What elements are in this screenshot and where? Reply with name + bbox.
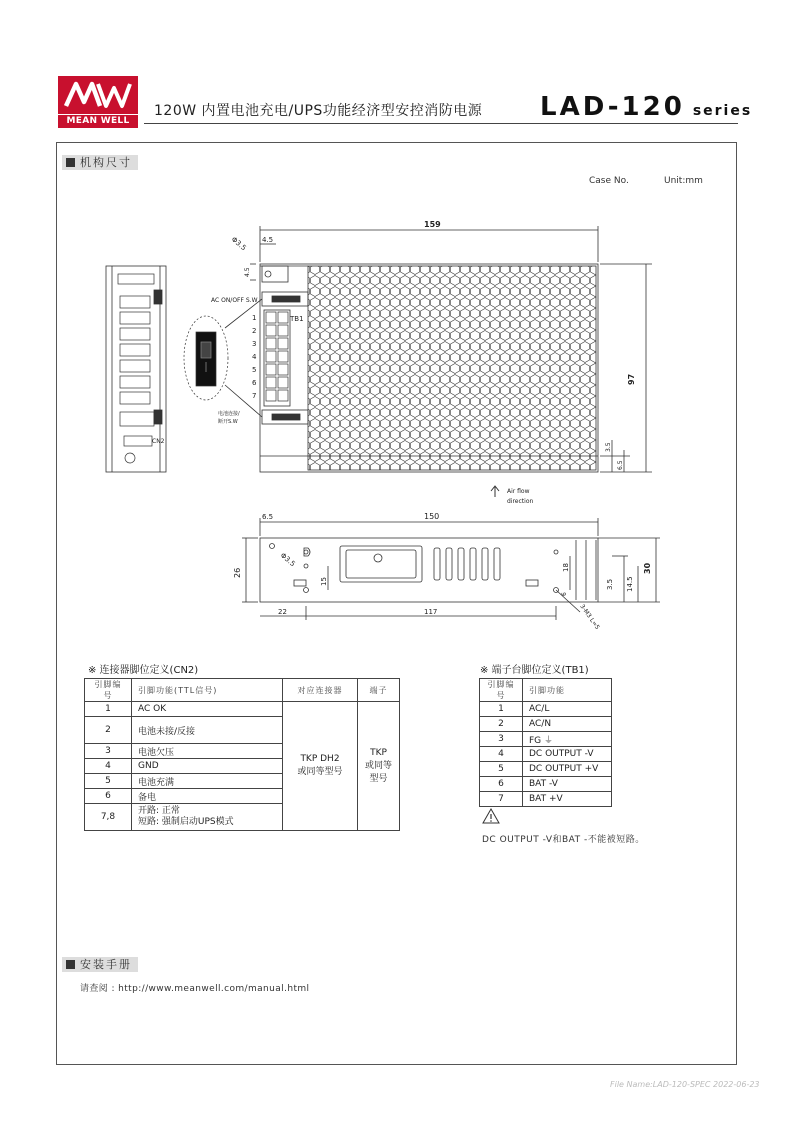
- battery-switch-label-2: 断开S.W: [218, 419, 238, 425]
- cn2-pin: 6: [85, 789, 132, 804]
- dim-top-hole-dia: Φ3.5: [229, 235, 248, 253]
- table-row: [480, 792, 612, 807]
- cn2-pin: 4: [85, 759, 132, 774]
- dim-bottom-18: 18: [562, 563, 570, 572]
- airflow-label-2: direction: [507, 498, 534, 505]
- dim-top-height: 97: [627, 373, 636, 385]
- dim-top-hole-offset-y: 4.5: [244, 267, 251, 277]
- tb1-func: AC/L: [523, 702, 612, 717]
- cn2-label: CN2: [152, 438, 165, 445]
- airflow-arrow-icon: [491, 486, 499, 497]
- cn2-func: 电池未接/反接: [132, 717, 283, 744]
- cn2-terminal-cell: [358, 702, 400, 831]
- cn2-terminal: TKP: [370, 747, 387, 758]
- cn2-header-terminal: 端子: [358, 679, 400, 702]
- tb1-func: DC OUTPUT +V: [523, 762, 612, 777]
- dim-bottom-22: 22: [278, 608, 287, 616]
- table-row: [85, 702, 400, 717]
- table-header-row: [85, 679, 400, 702]
- top-view: [225, 226, 652, 472]
- dim-bottom-30: 30: [643, 562, 652, 574]
- cn2-func: 电池欠压: [132, 744, 283, 759]
- dim-bottom-left-offset: 6.5: [262, 513, 274, 521]
- ac-switch-label: AC ON/OFF S.W: [211, 297, 258, 304]
- dim-top-hole-offset-x: 4.5: [262, 236, 274, 244]
- table-row: [480, 717, 612, 732]
- cn2-header-pin: 引脚编号: [85, 679, 132, 702]
- terminal-number-2: 2: [252, 327, 257, 335]
- product-title: 120W 内置电池充电/UPS功能经济型安控消防电源: [154, 103, 483, 119]
- cn2-func: 短路: 强制启动UPS模式: [138, 817, 234, 827]
- tb1-table: [479, 678, 612, 807]
- dim-bottom-width: 150: [424, 512, 440, 521]
- tb1-func: BAT +V: [523, 792, 612, 807]
- cn2-header-connector: 对应连接器: [283, 679, 358, 702]
- tb1-pin: 1: [480, 702, 523, 717]
- cn2-func: 备电: [132, 789, 283, 804]
- screw-label: 3-M3 L=5: [578, 603, 601, 631]
- cn2-pin: 7,8: [85, 804, 132, 831]
- model-name: LAD-120: [540, 92, 685, 122]
- terminal-number-4: 4: [252, 353, 257, 361]
- cn2-header-func: 引脚功能(TTL信号): [132, 679, 283, 702]
- table-header-row: [480, 679, 612, 702]
- dim-bottom-117: 117: [424, 608, 438, 616]
- tb1-pin: 2: [480, 717, 523, 732]
- dim-bottom-14-5: 14.5: [626, 576, 634, 592]
- cn2-func: AC OK: [132, 702, 283, 717]
- file-name-footer: File Name:LAD-120-SPEC 2022-06-23: [610, 1080, 760, 1089]
- terminal-number-1: 1: [252, 314, 257, 322]
- cn2-pin: 1: [85, 702, 132, 717]
- case-no-label: Case No.: [589, 176, 629, 186]
- terminal-number-3: 3: [252, 340, 257, 348]
- tb1-pin: 5: [480, 762, 523, 777]
- cn2-connector-cell: [283, 702, 358, 831]
- cn2-table: [84, 678, 400, 831]
- cn2-table-title: ※ 连接器脚位定义(CN2): [88, 665, 199, 676]
- unit-label: Unit:mm: [664, 176, 703, 186]
- table-row: [480, 747, 612, 762]
- terminal-number-5: 5: [252, 366, 257, 374]
- tb1-func: DC OUTPUT -V: [523, 747, 612, 762]
- terminal-number-6: 6: [252, 379, 257, 387]
- tb1-header-func: 引脚功能: [523, 679, 612, 702]
- tb1-func: BAT -V: [523, 777, 612, 792]
- section-manual-label: 安装手册: [80, 958, 132, 971]
- table-row: [480, 732, 612, 747]
- cn2-func: 电池充满: [132, 774, 283, 789]
- series-label: series: [692, 103, 753, 119]
- terminal-number-7: 7: [252, 392, 257, 400]
- tb1-func: FG ⏚: [523, 732, 612, 747]
- tb1-header-pin: 引脚编号: [480, 679, 523, 702]
- table-row: [480, 702, 612, 717]
- tb1-pin: 7: [480, 792, 523, 807]
- table-row: [480, 762, 612, 777]
- table-row: [480, 777, 612, 792]
- cn2-connector-alt: 或同等型号: [297, 767, 343, 777]
- brand-name: MEAN WELL: [58, 114, 138, 128]
- cn2-pin: 2: [85, 717, 132, 744]
- warning-icon: [482, 808, 500, 824]
- warning-text: DC OUTPUT -V和BAT -不能被短路。: [482, 835, 645, 845]
- tb1-table-title: ※ 端子台脚位定义(TB1): [480, 665, 589, 676]
- airflow-label: Air flow: [507, 488, 530, 495]
- tb1-pin: 4: [480, 747, 523, 762]
- battery-switch-label-1: 电池连接/: [218, 411, 240, 417]
- cn2-func: GND: [132, 759, 283, 774]
- dim-bottom-6: 6: [561, 592, 568, 596]
- section-dimensions-label: 机构尺寸: [80, 156, 132, 169]
- cn2-terminal-alt: 或同等型号: [364, 760, 392, 784]
- dim-bottom-height: 26: [233, 567, 242, 578]
- bottom-view: [242, 518, 660, 620]
- dim-top-gap-a: 3.5: [605, 442, 612, 452]
- tb1-pin: 6: [480, 777, 523, 792]
- tb1-func: AC/N: [523, 717, 612, 732]
- section-manual: [62, 957, 138, 972]
- cn2-func: 开路: 正常: [138, 806, 180, 816]
- dim-top-width: 159: [424, 220, 441, 229]
- cn2-pin: 5: [85, 774, 132, 789]
- cn2-func-multiline: [132, 804, 283, 831]
- square-bullet-icon: [66, 960, 75, 969]
- cn2-pin: 3: [85, 744, 132, 759]
- manual-link[interactable]: 请查阅 : http://www.meanwell.com/manual.html: [80, 984, 310, 994]
- cn2-connector: TKP DH2: [300, 754, 340, 764]
- tb1-label: TB1: [290, 315, 304, 323]
- dim-top-gap-b: 6.5: [617, 460, 624, 470]
- dim-bottom-3-5: 3.5: [606, 578, 614, 590]
- tb1-pin: 3: [480, 732, 523, 747]
- dim-bottom-15: 15: [320, 577, 328, 586]
- switch-detail: [184, 316, 228, 400]
- dim-bottom-hole-dia: Φ3.5: [278, 551, 297, 569]
